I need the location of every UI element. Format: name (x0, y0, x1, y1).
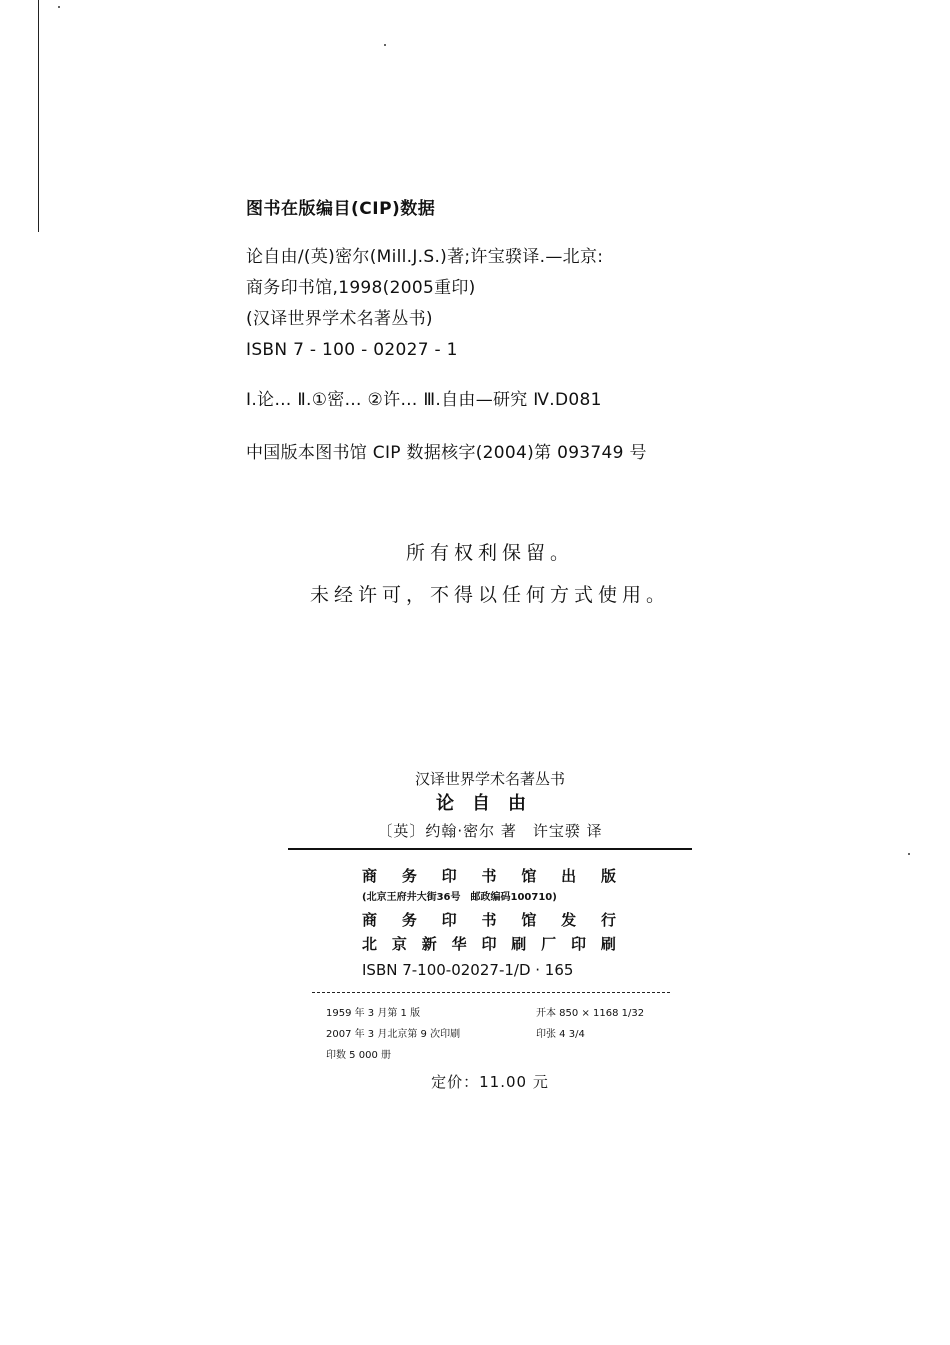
cip-line-3: (汉译世界学术名著丛书) (246, 309, 433, 329)
distributor-line (362, 908, 616, 932)
distributor-char: 务 (401, 911, 417, 929)
publisher-line (362, 864, 616, 888)
publisher-block (288, 864, 692, 984)
printer-char: 华 (451, 935, 467, 953)
printer-char: 刷 (600, 935, 616, 953)
distributor-char: 商 (362, 911, 378, 929)
publisher-char: 馆 (521, 867, 537, 885)
publisher-char: 务 (401, 867, 417, 885)
printer-line (362, 932, 616, 956)
scan-speck (908, 853, 910, 855)
print-sheets: 印张 4 3/4 (536, 1029, 585, 1040)
printing-info: 2007 年 3 月北京第 9 次印刷 (326, 1029, 461, 1040)
printer-char: 新 (421, 935, 437, 953)
distributor-char: 馆 (521, 911, 537, 929)
publisher-address: (北京王府井大街36号 邮政编码100710) (362, 892, 557, 903)
scan-speck (58, 6, 60, 8)
cip-line-1: 论自由/(英)密尔(Mill.J.S.)著;许宝骙译.—北京: (246, 247, 604, 267)
cip-line-2: 商务印书馆,1998(2005重印) (246, 278, 476, 298)
distributor-char: 行 (600, 911, 616, 929)
printer-char: 北 (362, 935, 378, 953)
scan-edge-line (38, 0, 39, 232)
publisher-char: 书 (481, 867, 497, 885)
edition-info (288, 1003, 692, 1066)
edition-row (326, 1024, 692, 1045)
usage-restriction: 未经许可，不得以任何方式使用。 (309, 584, 670, 606)
scan-speck (384, 44, 386, 46)
book-format: 开本 850 × 1168 1/32 (536, 1008, 645, 1019)
cip-title: 图书在版编目(CIP)数据 (246, 199, 436, 219)
first-edition: 1959 年 3 月第 1 版 (326, 1008, 421, 1019)
cip-subjects: Ⅰ.论… Ⅱ.①密… ②许… Ⅲ.自由—研究 Ⅳ.D081 (246, 390, 602, 410)
cip-data-block (246, 196, 766, 469)
colophon-isbn: ISBN 7-100-02027-1/D · 165 (362, 961, 574, 979)
printer-char: 印 (481, 935, 497, 953)
printer-char: 印 (571, 935, 587, 953)
publisher-char: 版 (600, 867, 616, 885)
publisher-char: 出 (561, 867, 577, 885)
publisher-char: 商 (362, 867, 378, 885)
cip-isbn: ISBN 7 - 100 - 02027 - 1 (246, 340, 458, 360)
cip-verification: 中国版本图书馆 CIP 数据核字(2004)第 093749 号 (246, 443, 647, 463)
distributor-char: 书 (481, 911, 497, 929)
distributor-char: 发 (561, 911, 577, 929)
edition-row (326, 1003, 692, 1024)
series-name: 汉译世界学术名著丛书 (414, 770, 565, 788)
printer-char: 刷 (511, 935, 527, 953)
book-title: 论自由 (436, 793, 544, 814)
publisher-char: 印 (441, 867, 457, 885)
author-translator: 〔英〕约翰·密尔 著 许宝骙 译 (377, 822, 603, 840)
rights-reserved: 所有权利保留。 (405, 542, 574, 564)
book-price: 定价：11.00 元 (431, 1073, 549, 1091)
dashed-rule (312, 992, 670, 993)
colophon (288, 768, 692, 1095)
distributor-char: 印 (441, 911, 457, 929)
printer-char: 厂 (541, 935, 557, 953)
print-run: 印数 5 000 册 (326, 1050, 391, 1061)
edition-row (326, 1045, 692, 1066)
printer-char: 京 (391, 935, 407, 953)
colophon-rule (288, 848, 692, 850)
